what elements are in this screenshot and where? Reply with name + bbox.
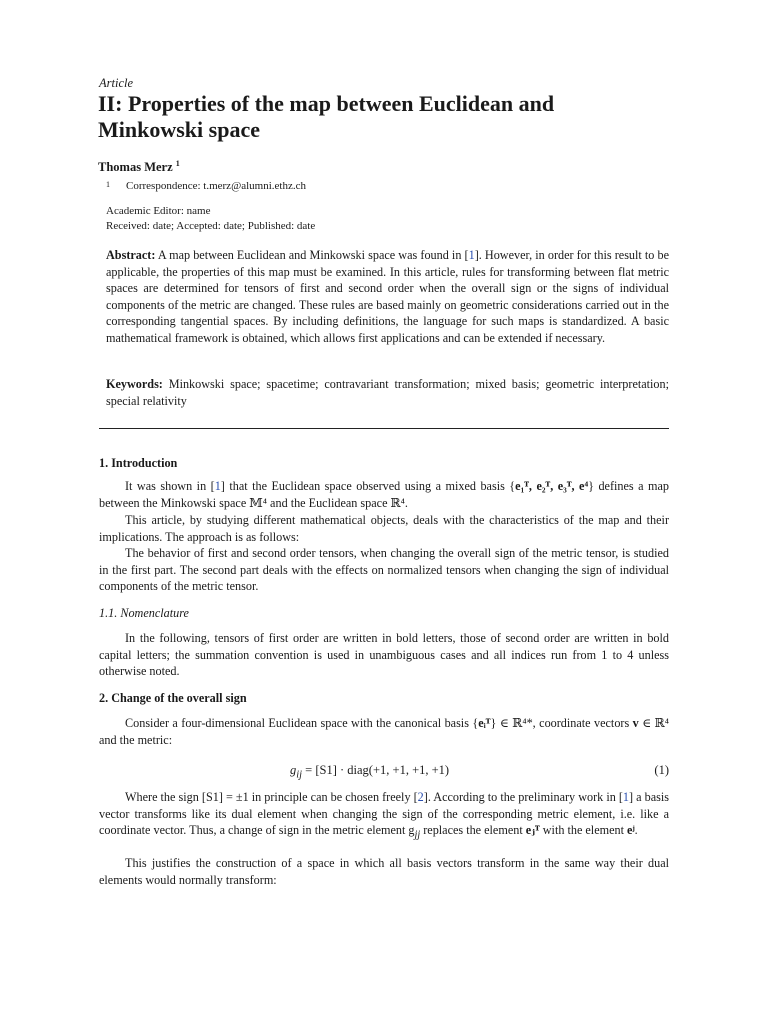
intro-p1-text-c: } defines a map between the Minkowski space 𝕄⁴ and the Euclidean space ℝ⁴.	[99, 479, 669, 510]
abstract-text-2: ]. However, in order for this result to be applicable, the properties of this map must be examined. In this article, rules for transforming between flat metric spaces are determined for tensors of first and second order when the overall sign or the signs of individual components of the metric are changed. These rules are based mainly on geometric considerations carried out in the corresponding tangential spaces. By including definitions, the language for such maps is standardized. A basic mathematical framework is obtained, which allows first applications and can be extended if necessary.	[106, 248, 670, 345]
citation-link[interactable]: 2	[417, 790, 424, 804]
metric-element-sub: jj	[414, 829, 421, 841]
dual-basis-element: eʲ	[627, 823, 635, 837]
canonical-basis-vector: eᵢᵀ	[478, 716, 491, 730]
section2-p2-text-b: ]. According to the preliminary work in [	[423, 790, 623, 804]
equation-rhs: = [S1] · diag(+1, +1, +1, +1)	[302, 763, 450, 777]
section2-p2-text-d: replaces the element	[420, 823, 526, 837]
basis-element: eⱼᵀ	[525, 823, 540, 837]
publication-dates: Received: date; Accepted: date; Published: date	[106, 220, 316, 232]
equation-lhs-sub: ij	[296, 769, 303, 781]
citation-link[interactable]: 1	[468, 248, 475, 262]
abstract-label: Abstract:	[106, 248, 156, 262]
section2-paragraph-2	[99, 789, 669, 844]
section2-p1-text-b: } ∈ ℝ⁴*, coordinate vectors	[490, 716, 633, 730]
section2-p2-text-end: .	[634, 823, 638, 837]
section-heading-overall-sign: 2. Change of the overall sign	[99, 691, 247, 705]
correspondence-email[interactable]: Correspondence: t.merz@alumni.ethz.ch	[126, 180, 306, 192]
section2-p3-text: This justifies the construction of a space in which all basis vectors transform in the same way their dual elements would normally transform:	[99, 856, 669, 887]
author-name-text: Thomas Merz	[98, 160, 173, 175]
article-type-label: Article	[99, 76, 134, 90]
intro-p1-text-a: It was shown in [	[125, 479, 215, 493]
subsection-heading-nomenclature: 1.1. Nomenclature	[99, 606, 189, 620]
intro-p1-text-b: ] that the Euclidean space observed using a mixed basis {	[220, 479, 516, 493]
intro-paragraph-3	[99, 545, 669, 595]
section2-p1-text-c: ∈ ℝ⁴ and the metric:	[99, 716, 669, 747]
intro-paragraph-2	[99, 512, 669, 545]
keywords-label: Keywords:	[106, 377, 163, 391]
section2-p1-text-a: Consider a four-dimensional Euclidean space with the canonical basis {	[125, 716, 479, 730]
nomenclature-text: In the following, tensors of first order are written in bold letters, those of second order are written in bold capital letters; the summation convention is used in unambiguous cases and all indices run from 1 to 4 unless otherwise noted.	[99, 631, 669, 678]
intro-paragraph-1	[99, 478, 669, 511]
section2-paragraph-1	[99, 715, 669, 748]
citation-link[interactable]: 1	[214, 479, 221, 493]
equation-body	[290, 763, 449, 781]
coordinate-vector: v	[632, 716, 639, 730]
equation-lhs: g	[290, 763, 297, 777]
divider	[99, 428, 669, 429]
keywords-text: Minkowski space; spacetime; contravariant transformation; mixed basis; geometric interpretation; special relativity	[106, 377, 670, 408]
abstract	[106, 247, 669, 346]
equation-number: (1)	[654, 763, 669, 777]
author-affil-mark: 1	[175, 159, 180, 168]
intro-p3-text: The behavior of first and second order tensors, when changing the overall sign of the metric tensor, is studied in the first part. The second part deals with the effects on normalized tensors when changing the sign of individual components of the metric tensor.	[99, 546, 669, 593]
section2-p2-text-a: Where the sign [S1] = ±1 in principle can be chosen freely [	[125, 790, 418, 804]
mixed-basis-vectors: e₁ᵀ, e₂ᵀ, e₃ᵀ, e⁴	[515, 479, 589, 493]
affiliation-number: 1	[106, 180, 110, 189]
section2-p2-text-mid: with the element	[539, 823, 628, 837]
citation-link[interactable]: 1	[622, 790, 630, 804]
intro-p2-text: This article, by studying different mathematical objects, deals with the characteristics of the map and their implications. The approach is as follows:	[99, 513, 669, 544]
nomenclature-paragraph	[99, 630, 669, 680]
abstract-text-1: A map between Euclidean and Minkowski space was found in [	[157, 248, 469, 262]
author-name	[98, 159, 180, 175]
equation-metric	[99, 763, 669, 781]
section2-paragraph-3	[99, 855, 669, 888]
section-heading-introduction: 1. Introduction	[99, 456, 178, 470]
paper-title: II: Properties of the map between Euclidean and Minkowski space	[98, 91, 555, 142]
keywords	[106, 376, 669, 409]
affiliation	[106, 180, 306, 192]
academic-editor: Academic Editor: name	[106, 205, 211, 217]
section2-p2-text-c: ] a basis vector transforms like its dual element when changing the sign of the corresponding metric element, i.e. like a coordinate vector. Thus, a change of sign in the metric element g	[99, 790, 669, 837]
